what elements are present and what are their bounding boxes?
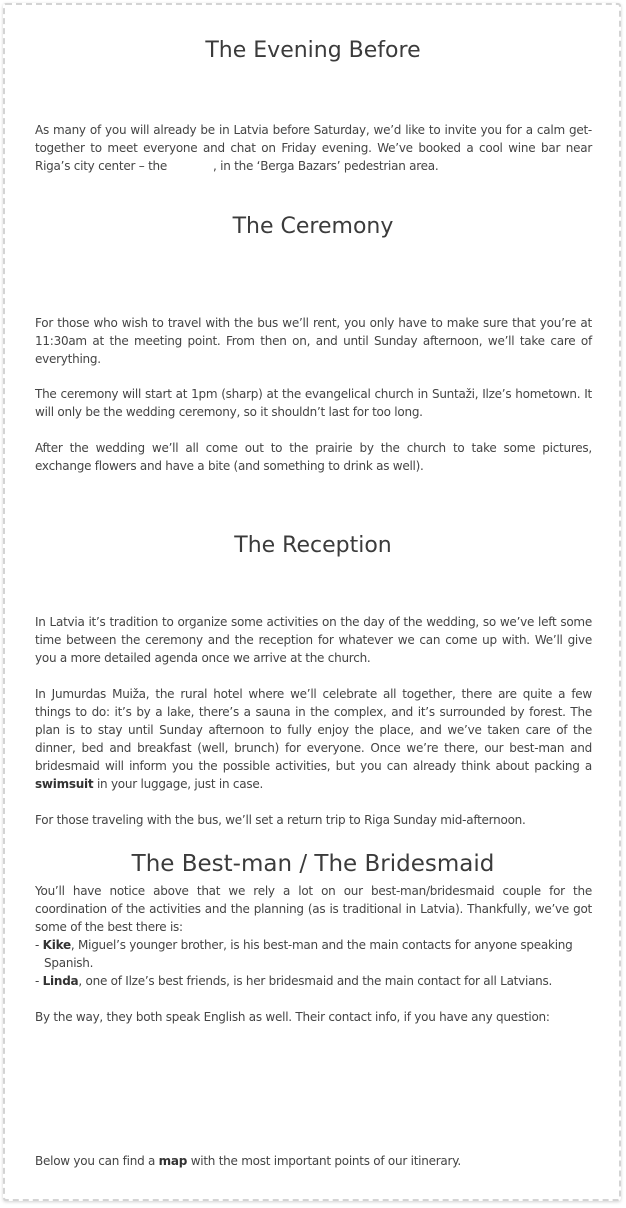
ceremony-paragraph-3: After the wedding we’ll all come out to the prairie by the church to take some pictures, exchange flowers and have a bite (and something to drink as well). [35,441,592,473]
kike-name: Kike [42,938,71,952]
bestman-contact-line: By the way, they both speak English as well. Their contact info, if you have any question: [35,1010,550,1024]
swimsuit-highlight: swimsuit [35,777,94,791]
evening-title: The Evening Before [205,38,421,63]
reception-paragraph-1: In Latvia it’s tradition to organize some activities on the day of the wedding, so we’ve left some time between the ceremony and the reception for whatever we can come up with. We’ll give you a more detailed agenda once we arrive at the church. [35,615,592,665]
reception-title: The Reception [234,533,392,558]
list-dash: - [35,938,43,952]
reception-text-b: in your luggage, just in case. [93,777,264,791]
linda-text: , one of Ilze’s best friends, is her bridesmaid and the main contact for all Latvians. [78,974,553,988]
evening-paragraph [35,121,592,175]
bestman-list-item-kike [35,936,601,972]
ceremony-paragraph-1: For those who wish to travel with the bus we’ll rent, you only have to make sure that you’re at 11:30am at the meeting point. From then on, and until Sunday afternoon, we’ll take care of everything. [35,316,592,366]
evening-text-a: As many of you will already be in Latvia before Saturday, we’d like to invite you for a calm get-together to meet everyone and chat on Friday evening. We’ve booked a cool wine bar near Riga’s city center – the [35,123,592,173]
kike-text: , Miguel’s younger brother, is his best-man and the main contacts for anyone speaking Spanish. [44,938,573,970]
map-highlight: map [158,1154,188,1168]
ceremony-paragraph-2: The ceremony will start at 1pm (sharp) at the evangelical church in Suntaži, Ilze’s hometown. It will only be the wedding ceremony, so it shouldn’t last for too long. [35,387,592,419]
bestman-list-item-linda [35,972,601,990]
bestman-title: The Best-man / The Bridesmaid [131,851,495,877]
reception-paragraph-2 [35,685,592,793]
map-text-a: Below you can find a [35,1154,159,1168]
evening-text-b: , in the ‘Berga Bazars’ pedestrian area. [213,159,439,173]
reception-text-a: In Jumurdas Muiža, the rural hotel where we’ll celebrate all together, there are quite a few things to do: it’s by a lake, there’s a sauna in the complex, and it’s surrounded by forest. The plan is to stay until Sunday afternoon to fully enjoy the place, and we’ve taken care of the dinner, bed and breakfast (well, brunch) for everyone. Once we’re there, our best-man and bridesmaid will inform you the possible activities, but you can already think about packing a [35,687,592,773]
map-text-b: with the most important points of our itinerary. [187,1154,461,1168]
ceremony-title: The Ceremony [232,214,394,239]
reception-paragraph-3: For those traveling with the bus, we’ll set a return trip to Riga Sunday mid-afternoon. [35,813,526,827]
linda-name: Linda [42,974,79,988]
bestman-intro: You’ll have notice above that we rely a lot on our best-man/bridesmaid couple for the coordination of the activities and the planning (as is traditional in Latvia). Thankfully, we’ve got some of the best there is: [35,884,592,934]
map-intro [35,1152,592,1170]
list-dash: - [35,974,43,988]
